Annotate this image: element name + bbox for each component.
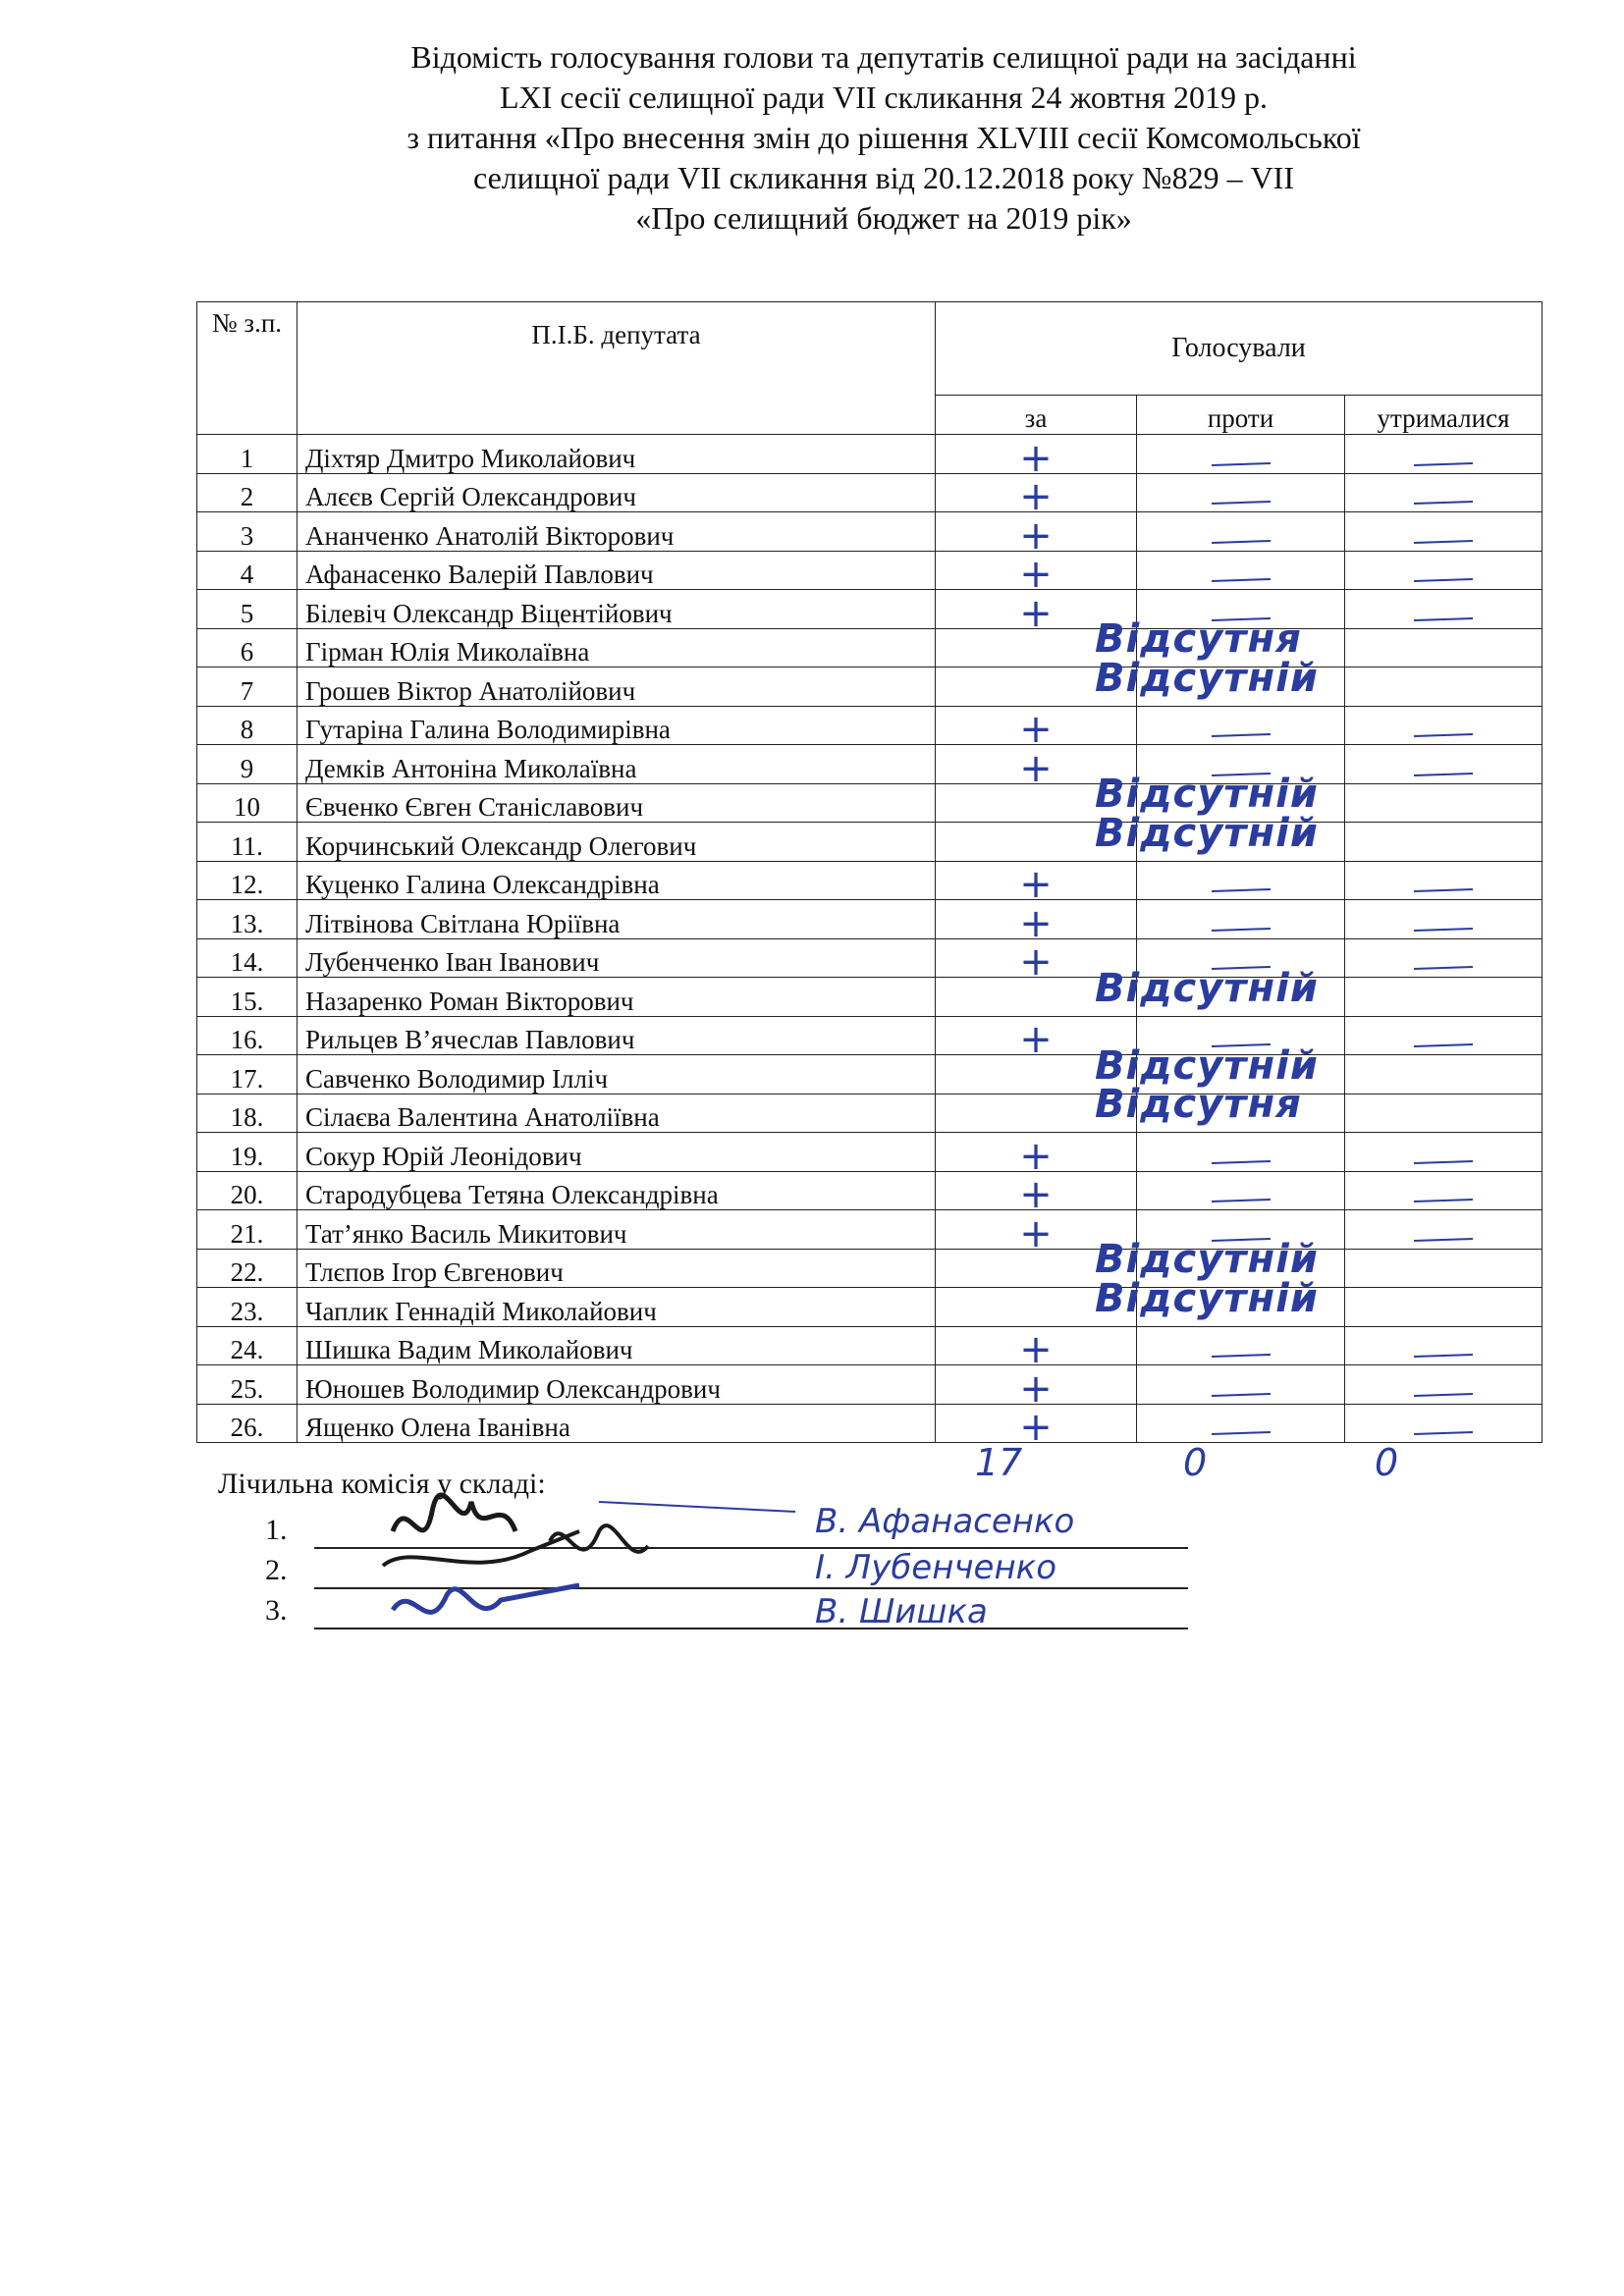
- header-number: № з.п.: [197, 302, 298, 435]
- plus-mark: +: [1019, 435, 1053, 481]
- deputy-name: Стародубцева Тетяна Олександрівна: [298, 1171, 936, 1210]
- deputy-name: Алєєв Сергій Олександрович: [298, 473, 936, 512]
- commission-member-name-1: В. Афанасенко: [815, 1502, 1075, 1541]
- vote-cell-against: [1137, 1133, 1345, 1172]
- absent-mark: Відсутня: [1095, 1082, 1302, 1127]
- plus-mark: +: [1019, 745, 1053, 791]
- row-number: 3: [197, 512, 298, 552]
- total-against: 0: [1183, 1441, 1208, 1484]
- table-row: [197, 978, 1543, 1017]
- table-row: [197, 435, 1543, 474]
- vote-cell-for: [936, 512, 1137, 559]
- deputy-name: Лубенченко Іван Іванович: [298, 938, 936, 978]
- table-row: [197, 667, 1543, 707]
- header-voted: Голосували: [936, 302, 1543, 396]
- commission-number-2: 2.: [265, 1554, 288, 1586]
- dash-mark: [1211, 1159, 1270, 1163]
- dash-mark: [1211, 1392, 1270, 1396]
- plus-mark: +: [1019, 1365, 1053, 1412]
- vote-cell-against: [1137, 1171, 1345, 1210]
- vote-cell-abstained: [1345, 1326, 1543, 1365]
- dash-mark: [1414, 578, 1473, 582]
- vote-cell-abstained: [1345, 1404, 1543, 1443]
- vote-cell-abstained: [1345, 551, 1543, 590]
- vote-cell-against: [1137, 551, 1345, 590]
- row-number: 24.: [197, 1326, 298, 1365]
- table-row: [197, 551, 1543, 590]
- row-number: 23.: [197, 1288, 298, 1327]
- vote-cell-abstained: [1345, 473, 1543, 512]
- table-row: [197, 473, 1543, 512]
- vote-cell-abstained: [1345, 667, 1543, 707]
- dash-mark: [1211, 1354, 1270, 1358]
- title-line-5: «Про селищний бюджет на 2019 рік»: [635, 200, 1132, 236]
- table-row: [197, 900, 1543, 939]
- vote-cell-abstained: [1345, 938, 1543, 978]
- dash-mark: [1211, 1431, 1270, 1435]
- row-number: 9: [197, 745, 298, 784]
- vote-cell-abstained: [1345, 1365, 1543, 1405]
- dash-mark: [1414, 1431, 1473, 1435]
- plus-mark: +: [1019, 1210, 1053, 1256]
- title-line-3: з питання «Про внесення змін до рішення XLVIII сесії Комсомольської: [406, 120, 1361, 155]
- vote-cell-for: [936, 435, 1137, 481]
- vote-cell-against: [1137, 900, 1345, 939]
- header-abstained: утрималися: [1345, 395, 1543, 435]
- deputy-name: Рильцев В’ячеслав Павлович: [298, 1016, 936, 1055]
- deputy-name: Сілаєва Валентина Анатоліївна: [298, 1094, 936, 1133]
- document-title: [226, 37, 1542, 239]
- row-number: 11.: [197, 823, 298, 862]
- row-number: 19.: [197, 1133, 298, 1172]
- dash-mark: [1414, 927, 1473, 931]
- deputy-name: Діхтяр Дмитро Миколайович: [298, 435, 936, 474]
- plus-mark: +: [1019, 900, 1053, 946]
- deputy-name: Афанасенко Валерій Павлович: [298, 551, 936, 590]
- commission-line-1: [265, 1514, 288, 1547]
- vote-cell-abstained: [1345, 745, 1543, 784]
- vote-cell-against: [1137, 861, 1345, 900]
- commission-number-3: 3.: [265, 1594, 288, 1627]
- row-number: 21.: [197, 1210, 298, 1250]
- vote-cell-abstained: [1345, 1288, 1543, 1327]
- vote-cell-abstained: [1345, 1210, 1543, 1250]
- vote-cell-for: [936, 1404, 1137, 1450]
- voting-table: [196, 301, 1543, 1450]
- vote-cell-for: [936, 900, 1137, 946]
- vote-cell-abstained: [1345, 1094, 1543, 1133]
- row-number: 18.: [197, 1094, 298, 1133]
- vote-cell-for: [936, 473, 1137, 519]
- deputy-name: Євченко Євген Станіславович: [298, 783, 936, 823]
- vote-cell-abstained: [1345, 1055, 1543, 1095]
- absent-mark: Відсутній: [1095, 1275, 1319, 1321]
- deputy-name: Чаплик Геннадій Миколайович: [298, 1288, 936, 1327]
- vote-cell-abstained: [1345, 1249, 1543, 1288]
- row-number: 14.: [197, 938, 298, 978]
- commission-line-2: [265, 1554, 288, 1587]
- row-number: 22.: [197, 1249, 298, 1288]
- commission-member-name-3: В. Шишка: [815, 1592, 988, 1631]
- row-number: 7: [197, 667, 298, 707]
- vote-cell-for: [936, 551, 1137, 597]
- signature-2-lead: [383, 1531, 579, 1566]
- deputy-name: Демків Антоніна Миколаївна: [298, 745, 936, 784]
- vote-cell-for: [936, 1171, 1137, 1217]
- deputy-name: Білевіч Олександр Віцентійович: [298, 590, 936, 629]
- vote-cell-for: [936, 1365, 1137, 1412]
- signature-1: [393, 1495, 515, 1531]
- deputy-name: Шишка Вадим Миколайович: [298, 1326, 936, 1365]
- table-row: [197, 1365, 1543, 1405]
- dash-mark: [1211, 461, 1270, 465]
- table-row: [197, 1288, 1543, 1327]
- table-row: [197, 861, 1543, 900]
- plus-mark: +: [1019, 707, 1053, 752]
- dash-mark: [1414, 1392, 1473, 1396]
- dash-mark: [1414, 501, 1473, 505]
- vote-cell-abstained: [1345, 512, 1543, 552]
- table-row: [197, 1326, 1543, 1365]
- vote-cell-abstained: [1345, 590, 1543, 629]
- header-against: проти: [1137, 395, 1345, 435]
- dash-mark: [1414, 1159, 1473, 1163]
- table-row: [197, 706, 1543, 745]
- absent-mark: Відсутня: [1095, 616, 1302, 662]
- table-row: [197, 823, 1543, 862]
- header-for: за: [936, 395, 1137, 435]
- plus-mark: +: [1019, 1405, 1053, 1450]
- vote-cell-abstained: [1345, 628, 1543, 667]
- absent-mark: Відсутній: [1095, 810, 1319, 856]
- row-number: 8: [197, 706, 298, 745]
- absent-mark: Відсутній: [1095, 772, 1319, 817]
- dash-mark: [1211, 927, 1270, 931]
- total-abstained: 0: [1375, 1441, 1399, 1484]
- plus-mark: +: [1019, 552, 1053, 597]
- deputy-name: Сокур Юрій Леонідович: [298, 1133, 936, 1172]
- commission-line-3: [265, 1594, 288, 1628]
- row-number: 16.: [197, 1016, 298, 1055]
- row-number: 10: [197, 783, 298, 823]
- dash-mark: [1211, 501, 1270, 505]
- total-for: 17: [975, 1441, 1023, 1484]
- table-row: [197, 938, 1543, 978]
- header-name: П.І.Б. депутата: [298, 302, 936, 435]
- absent-mark: Відсутній: [1095, 1042, 1319, 1089]
- deputy-name: Ященко Олена Іванівна: [298, 1404, 936, 1443]
- vote-cell-abstained: [1345, 435, 1543, 474]
- plus-mark: +: [1019, 590, 1053, 636]
- dash-mark: [1414, 772, 1473, 775]
- row-number: 5: [197, 590, 298, 629]
- vote-cell-for: [936, 1326, 1137, 1372]
- table-row: [197, 512, 1543, 552]
- plus-mark: +: [1019, 474, 1053, 519]
- signature-3: [393, 1585, 579, 1612]
- deputy-name: Юношев Володимир Олександрович: [298, 1365, 936, 1405]
- vote-cell-abstained: [1345, 900, 1543, 939]
- plus-mark: +: [1019, 1172, 1053, 1217]
- plus-mark: +: [1019, 939, 1053, 985]
- row-number: 20.: [197, 1171, 298, 1210]
- row-number: 12.: [197, 861, 298, 900]
- deputy-name: Тат’янко Василь Микитович: [298, 1210, 936, 1250]
- commission-label: Лічильна комісія у складі:: [218, 1468, 546, 1500]
- commission-number-1: 1.: [265, 1514, 288, 1546]
- dash-mark: [1414, 1354, 1473, 1358]
- row-number: 1: [197, 435, 298, 474]
- vote-cell-against: [1137, 1365, 1345, 1405]
- vote-cell-against: [1137, 706, 1345, 745]
- dash-mark: [1211, 539, 1270, 543]
- dash-mark: [1211, 578, 1270, 582]
- row-number: 17.: [197, 1055, 298, 1095]
- table-row: [197, 590, 1543, 629]
- table-row: [197, 628, 1543, 667]
- absent-mark: Відсутній: [1095, 655, 1319, 701]
- signature-2: [550, 1525, 648, 1552]
- plus-mark: +: [1019, 1133, 1053, 1179]
- deputy-name: Гутаріна Галина Володимирівна: [298, 706, 936, 745]
- dash-mark: [1414, 1199, 1473, 1202]
- deputy-name: Назаренко Роман Вікторович: [298, 978, 936, 1017]
- signatures-scribble: [353, 1472, 805, 1669]
- deputy-name: Савченко Володимир Ілліч: [298, 1055, 936, 1095]
- dash-mark: [1414, 733, 1473, 737]
- plus-mark: +: [1019, 512, 1053, 559]
- dash-mark: [1211, 1199, 1270, 1202]
- vote-cell-abstained: [1345, 706, 1543, 745]
- table-row: [197, 783, 1543, 823]
- dash-mark: [1414, 888, 1473, 892]
- table-row: [197, 1094, 1543, 1133]
- dash-mark: [1414, 1237, 1473, 1241]
- table-row: [197, 1016, 1543, 1055]
- row-number: 25.: [197, 1365, 298, 1405]
- deputy-name: Гірман Юлія Миколаївна: [298, 628, 936, 667]
- row-number: 26.: [197, 1404, 298, 1443]
- plus-mark: +: [1019, 1017, 1053, 1062]
- row-number: 4: [197, 551, 298, 590]
- vote-cell-against: [1137, 1404, 1345, 1443]
- deputy-name: Корчинський Олександр Олегович: [298, 823, 936, 862]
- title-line-1: Відомість голосування голови та депутатів селищної ради на засіданні: [410, 39, 1357, 75]
- row-number: 2: [197, 473, 298, 512]
- absent-mark: Відсутній: [1095, 965, 1319, 1011]
- vote-cell-against: [1137, 473, 1345, 512]
- table-row: [197, 1055, 1543, 1095]
- dash-mark: [1414, 966, 1473, 970]
- deputy-name: Літвінова Світлана Юріївна: [298, 900, 936, 939]
- vote-cell-abstained: [1345, 823, 1543, 862]
- dash-mark: [1414, 539, 1473, 543]
- deputy-name: Ананченко Анатолій Вікторович: [298, 512, 936, 552]
- vote-cell-against: [1137, 435, 1345, 474]
- vote-cell-against: [1137, 1326, 1345, 1365]
- dash-mark: [1414, 1043, 1473, 1047]
- plus-mark: +: [1019, 1327, 1053, 1372]
- vote-cell-for: [936, 861, 1137, 907]
- deputy-name: Куценко Галина Олександрівна: [298, 861, 936, 900]
- vote-cell-abstained: [1345, 861, 1543, 900]
- table-row: [197, 1210, 1543, 1250]
- vote-cell-for: [936, 1133, 1137, 1179]
- table-row: [197, 1249, 1543, 1288]
- table-row: [197, 1404, 1543, 1443]
- row-number: 15.: [197, 978, 298, 1017]
- commission-member-name-2: І. Лубенченко: [815, 1548, 1057, 1587]
- table-row: [197, 745, 1543, 784]
- table-row: [197, 1171, 1543, 1210]
- title-line-2: LXI сесії селищної ради VII скликання 24 жовтня 2019 р.: [500, 80, 1268, 115]
- deputy-name: Грошев Віктор Анатолійович: [298, 667, 936, 707]
- dash-mark: [1211, 733, 1270, 737]
- absent-mark: Відсутній: [1095, 1237, 1319, 1282]
- vote-cell-abstained: [1345, 1016, 1543, 1055]
- signature-stroke: [599, 1502, 795, 1512]
- row-number: 13.: [197, 900, 298, 939]
- vote-cell-abstained: [1345, 1133, 1543, 1172]
- vote-cell-abstained: [1345, 783, 1543, 823]
- vote-cell-abstained: [1345, 978, 1543, 1017]
- dash-mark: [1414, 616, 1473, 620]
- dash-mark: [1414, 461, 1473, 465]
- row-number: 6: [197, 628, 298, 667]
- dash-mark: [1211, 888, 1270, 892]
- deputy-name: Тлєпов Ігор Євгенович: [298, 1249, 936, 1288]
- table-row: [197, 1133, 1543, 1172]
- vote-cell-for: [936, 706, 1137, 752]
- vote-cell-abstained: [1345, 1171, 1543, 1210]
- title-line-4: селищної ради VII скликання від 20.12.2018 року №829 – VII: [473, 160, 1294, 195]
- plus-mark: +: [1019, 862, 1053, 907]
- vote-cell-against: [1137, 512, 1345, 552]
